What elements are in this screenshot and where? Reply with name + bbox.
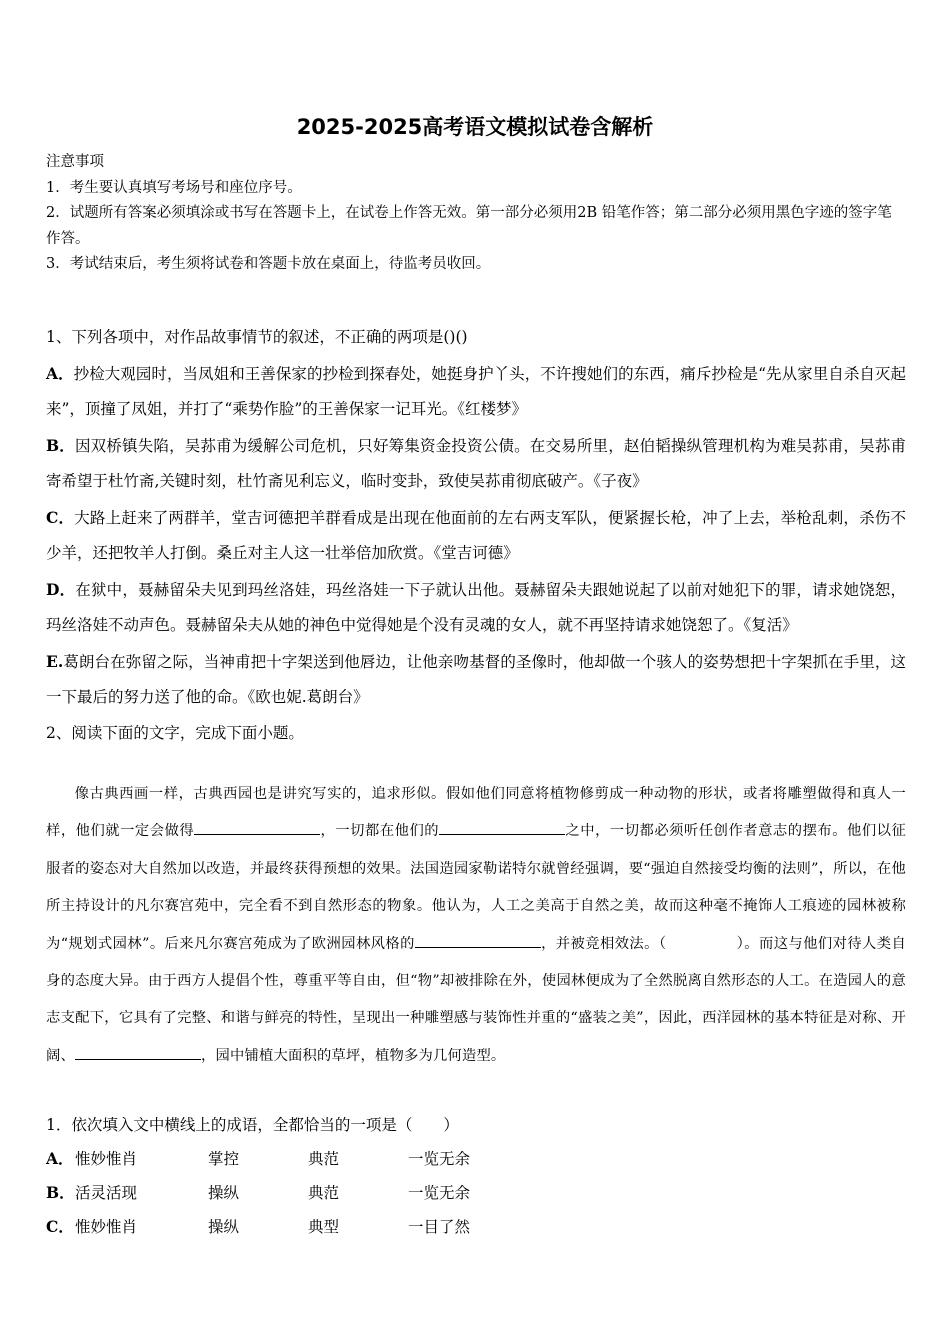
option-c <box>46 500 906 572</box>
option-text: 在狱中，聂赫留朵夫见到玛丝洛娃，玛丝洛娃一下子就认出他。聂赫留朵夫跟她说起了以前对她犯下的罪，请求她饶恕，玛丝洛娃不动声色。聂赫留朵夫从她的神色中觉得她是个没有灵魂的女人，就不再坚持请求她饶恕了。《复活》 <box>46 580 906 634</box>
option-word: 惟妙惟肖 <box>75 1218 138 1236</box>
question-2-stem: 2、阅读下面的文字，完成下面小题。 <box>46 723 304 742</box>
option-text: 因双桥镇失陷，吴荪甫为缓解公司危机，只好筹集资金投资公债。在交易所里，赵伯韬操纵管理机构为难吴荪甫，吴荪甫寄希望于杜竹斋,关键时刻，杜竹斋见利忘义，临时变卦，致使吴荪甫彻底破产。《子夜》 <box>46 436 906 490</box>
passage-text: ，园中铺植大面积的草坪，植物多为几何造型。 <box>201 1047 506 1064</box>
option-word: 操纵 <box>208 1184 240 1202</box>
option-text: 抄检大观园时，当凤姐和王善保家的抄检到探春处，她挺身护丫头，不许搜她们的东西，痛斥抄检是“先从家里自杀自灭起来”，顶撞了凤姐，并打了“乘势作脸”的王善保家一记耳光。《红楼梦》 <box>46 364 906 418</box>
fill-blank-2 <box>439 833 565 835</box>
passage-text: 像古典西画一样，古典西园也是讲究写实的，追求形似。假如他们同意将植物修剪成一种动物的形状，或者将雕塑做得和真人一样，他们就一定会做得 <box>46 786 906 840</box>
option-a <box>46 356 906 428</box>
option-word: 一览无余 <box>408 1150 471 1168</box>
option-label: B． <box>46 1183 75 1202</box>
passage-text: 之中，一切都必须听任创作者意志的摆布。他们以征服者的姿态对大自然加以改造，并最终获得预想的效果。法国造园家勒诺特尔就曾经强调，要“强迫自然接受均衡的法则”，所以，在他所主持设计的凡尔赛宫苑中，完全看不到自然形态的物象。他认为，人工之美高于自然之美，故而这种毫不掩饰人工痕迹的园林被称为“规划式园林”。后来凡尔赛宫苑成为了欧洲园林风格的 <box>46 823 906 952</box>
option-e <box>46 644 906 716</box>
reading-passage <box>46 776 906 1075</box>
option-label: B． <box>46 435 75 455</box>
option-label: E. <box>46 651 64 671</box>
fill-blank-1 <box>194 833 320 835</box>
notice-item: 3．考试结束后，考生须将试卷和答题卡放在桌面上，待监考员收回。 <box>46 256 491 272</box>
passage-text: ，一切都在他们的 <box>320 823 440 840</box>
option-text: 葛朗台在弥留之际，当神甫把十字架送到他唇边，让他亲吻基督的圣像时，他却做一个骇人的姿势想把十字架抓在手里，这一下最后的努力送了他的命。《欧也妮.葛朗台》 <box>46 652 906 706</box>
notice-heading: 注意事项 <box>46 154 104 170</box>
option-word: 活灵活现 <box>75 1184 138 1202</box>
option-word: 典型 <box>308 1218 340 1236</box>
option-word: 一目了然 <box>408 1218 471 1236</box>
option-word: 惟妙惟肖 <box>75 1150 138 1168</box>
notice-section <box>46 150 906 278</box>
page-title: 2025-2025高考语文模拟试卷含解析 <box>296 115 654 139</box>
fill-blank-4 <box>75 1058 201 1060</box>
question-stem: 1、下列各项中，对作品故事情节的叙述，不正确的两项是()() <box>46 328 468 346</box>
option-label: A． <box>46 363 74 383</box>
option-label: D． <box>46 579 76 599</box>
option-label: C． <box>46 507 75 527</box>
option-label: A． <box>46 1149 74 1168</box>
option-text: 大路上赶来了两群羊，堂吉诃德把羊群看成是出现在他面前的左右两支军队，便紧握长枪，冲了上去，举枪乱刺，杀伤不少羊，还把牧羊人打倒。桑丘对主人这一壮举倍加欣赏。《堂吉诃德》 <box>46 508 906 562</box>
option-b <box>46 428 906 500</box>
notice-item: 1．考生要认真填写考场号和座位序号。 <box>46 179 302 196</box>
notice-item: 2．试题所有答案必须填涂或书写在答题卡上，在试卷上作答无效。第一部分必须用2B 铅笔作答；第二部分必须用黑色字迹的签字笔作答。 <box>46 205 892 247</box>
option-word: 操纵 <box>208 1218 240 1236</box>
question-1 <box>46 320 906 751</box>
option-word: 典范 <box>308 1184 340 1202</box>
sub-question-1-stem: 1．依次填入文中横线上的成语，全都恰当的一项是（ ） <box>46 1116 459 1134</box>
option-label: C． <box>46 1217 74 1236</box>
option-word: 典范 <box>308 1150 340 1168</box>
option-d <box>46 572 906 644</box>
passage-text: ，并被竞相效法。（ <box>540 935 667 952</box>
option-word: 掌控 <box>208 1150 240 1168</box>
option-word: 一览无余 <box>408 1184 471 1202</box>
fill-blank-3 <box>415 946 541 948</box>
passage-paragraph <box>46 776 906 1075</box>
passage-text: ）。而这与他们对待人类自身的态度大异。由于西方人提倡个性，尊重平等自由，但“物”却被排除在外，使园林便成为了全然脱离自然形态的人工。在造园人的意志支配下，它具有了完整、和谐与鲜亮的特性，呈现出一种雕塑感与装饰性并重的“盛装之美”，因此，西洋园林的基本特征是对称、开阔、 <box>46 935 906 1064</box>
